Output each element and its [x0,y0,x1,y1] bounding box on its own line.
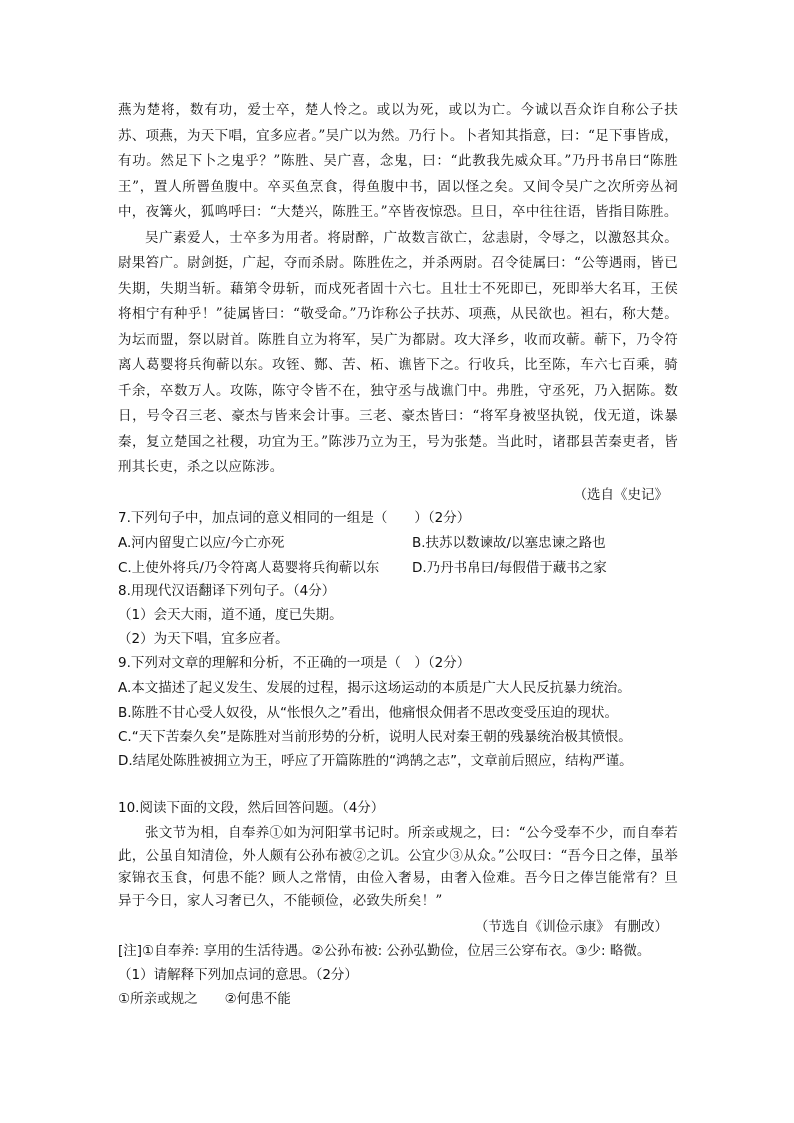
question-7-stem: 7.下列句子中，加点词的意义相同的一组是（ ）（2分） [118,510,471,526]
question-8-stem: 8.用现代汉语翻译下列句子。（4分） [118,583,336,599]
reading-passage [118,98,678,481]
question-10-stem: 10.阅读下面的文段，然后回答问题。（4分） [118,800,385,816]
question-9-option-b: B.陈胜不甘心受人奴役，从“怅恨久之”看出，他痛恨众佣者不思改变受压迫的现状。 [118,705,619,721]
question-10-passage [118,822,678,912]
question-8-sentence-2: （2）为天下唱，宜多应者。 [118,631,289,647]
question-7-option-d: D.乃丹书帛曰/每假借于藏书之家 [412,560,607,576]
question-9-option-a: A.本文描述了起义发生、发展的过程，揭示这场运动的本质是广大人民反抗暴力统治。 [118,680,631,696]
passage-source: （选自《史记》 [573,487,668,503]
question-10-passage-text: 张文节为相，自奉养①如为河阳掌书记时。所亲或规之，曰：“公今受奉不少，而自奉若此，公虽自知清俭，外人颇有公孙布被②之讥。公宜少③从众。”公叹曰：“吾今日之俸，虽举家锦衣玉食，何患不能？顾人之常情，由俭入奢易，由奢入俭难。吾今日之俸岂能常有？旦异于今日，家人习奢已久，不能顿俭，必致失所矣！” [118,825,678,909]
question-7-option-a: A.河内留叟亡以应/今亡亦死 [118,535,285,551]
question-8-sentence-1: （1）会天大雨，道不通，度已失期。 [118,607,343,623]
question-10-note: [注]①自奉养: 享用的生活待遇。②公孙布被: 公孙弘勤俭，位居三公穿布衣。③少: 略微。 [118,943,651,959]
question-9-option-c: C.“天下苦秦久矣”是陈胜对当前形势的分析，说明人民对秦王朝的残暴统治极其愤恨。 [118,729,632,745]
question-9-stem: 9.下列对文章的理解和分析，不正确的一项是（ ）（2分） [118,655,471,671]
question-10-source: （节选自《训俭示康》 有删改） [474,919,668,935]
passage-paragraph-1: 燕为楚将，数有功，爱士卒，楚人怜之。或以为死，或以为亡。今诚以吾众诈自称公子扶苏、项燕，为天下唱，宜多应者。”吴广以为然。乃行卜。卜者知其指意，曰：“足下事皆成，有功。然足下卜之鬼乎？”陈胜、吴广喜，念鬼，曰：“此教我先威众耳。”乃丹书帛曰“陈胜王”，置人所罾鱼腹中。卒买鱼烹食，得鱼腹中书，固以怪之矣。又间令吴广之次所旁丛祠中，夜篝火，狐鸣呼曰：“大楚兴，陈胜王。”卒皆夜惊恐。旦日，卒中往往语，皆指目陈胜。 [118,102,678,220]
question-9-option-d: D.结尾处陈胜被拥立为王，呼应了开篇陈胜的“鸿鹄之志”，文章前后照应，结构严谨。 [118,753,633,769]
question-10-items: ①所亲或规之 ②何患不能 [118,991,291,1007]
question-10-sub-1: （1）请解释下列加点词的意思。（2分） [118,967,358,983]
question-7-option-b: B.扶苏以数谏故/以塞忠谏之路也 [412,535,606,551]
question-7-option-c: C.上使外将兵/乃令符离人葛婴将兵徇蕲以东 [118,560,380,576]
passage-paragraph-2: 吴广素爱人，士卒多为用者。将尉醉，广故数言欲亡，忿恚尉，令辱之，以激怒其众。尉果笞广。尉剑挺，广起，夺而杀尉。陈胜佐之，并杀两尉。召令徒属曰：“公等遇雨，皆已失期，失期当斩。藉第令毋斩，而戍死者固十六七。且壮士不死即已，死即举大名耳，王侯将相宁有种乎！”徒属皆曰：“敬受命。”乃诈称公子扶苏、项燕，从民欲也。袒右，称大楚。为坛而盟，祭以尉首。陈胜自立为将军，吴广为都尉。攻大泽乡，收而攻蕲。蕲下，乃令符离人葛婴将兵徇蕲以东。攻铚、酂、苦、柘、谯皆下之。行收兵，比至陈，车六七百乘，骑千余，卒数万人。攻陈，陈守令皆不在，独守丞与战谯门中。弗胜，守丞死，乃入据陈。数日，号令召三老、豪杰与皆来会计事。三老、豪杰皆曰：“将军身被坚执锐，伐无道，诛暴秦，复立楚国之社稷，功宜为王。”陈涉乃立为王，号为张楚。当此时，诸郡县苦秦吏者，皆刑其长吏，杀之以应陈涉。 [118,229,678,475]
